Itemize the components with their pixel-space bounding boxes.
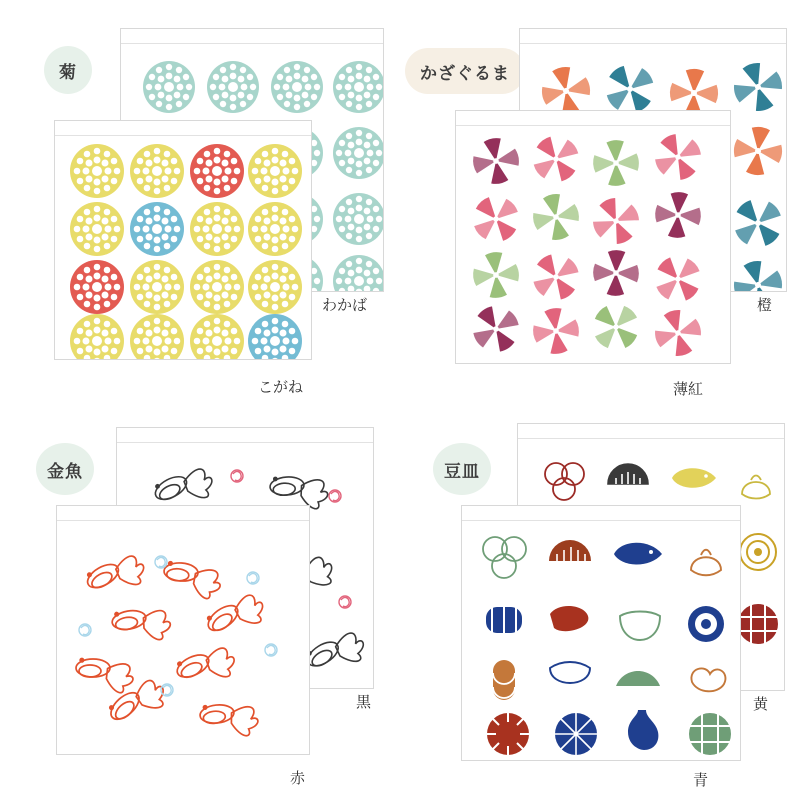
sheet-pattern-kogane (55, 135, 311, 359)
sheet-kazaguruma-usubeni[interactable] (455, 110, 731, 364)
caption-kazaguruma-daidai: 橙 (757, 297, 773, 314)
caption-mamezara-ki: 黄 (753, 696, 769, 713)
sheet-top-strip (520, 29, 786, 44)
badge-kingyo-label: 金魚 (47, 461, 83, 481)
badge-mamezara-label: 豆皿 (444, 461, 480, 481)
badge-kiku-label: 菊 (59, 62, 77, 82)
quadrant-kiku (0, 0, 405, 405)
quadrant-kingyo (0, 405, 405, 810)
quadrant-mamezara (405, 405, 810, 810)
sheet-top-strip (117, 428, 373, 443)
sheet-kiku-kogane[interactable] (54, 120, 312, 360)
badge-kingyo (36, 443, 94, 495)
sheet-pattern-aka (57, 520, 309, 754)
badge-kazaguruma (405, 48, 525, 94)
badge-mamezara (433, 443, 491, 495)
caption-kingyo-kuro: 黒 (356, 694, 372, 711)
sheet-top-strip (121, 29, 383, 44)
sheet-top-strip (518, 424, 784, 439)
caption-kingyo-aka: 赤 (290, 770, 306, 787)
badge-kazaguruma-label: かざぐるま (420, 63, 510, 83)
caption-mamezara-ao: 青 (693, 772, 709, 789)
badge-kiku (44, 46, 92, 94)
sheet-top-strip (57, 506, 309, 521)
sheet-pattern-usubeni (456, 125, 730, 363)
sheet-pattern-ao (462, 520, 740, 760)
sheet-top-strip (462, 506, 740, 521)
sheet-mamezara-ao[interactable] (461, 505, 741, 761)
sheet-top-strip (55, 121, 311, 136)
sheet-kingyo-aka[interactable] (56, 505, 310, 755)
caption-kiku-kogane: こがね (258, 379, 304, 396)
sheet-top-strip (456, 111, 730, 126)
caption-kazaguruma-usubeni: 薄紅 (673, 381, 704, 398)
caption-kiku-wakaba: わかば (322, 297, 368, 314)
quadrant-kazaguruma (405, 0, 810, 405)
